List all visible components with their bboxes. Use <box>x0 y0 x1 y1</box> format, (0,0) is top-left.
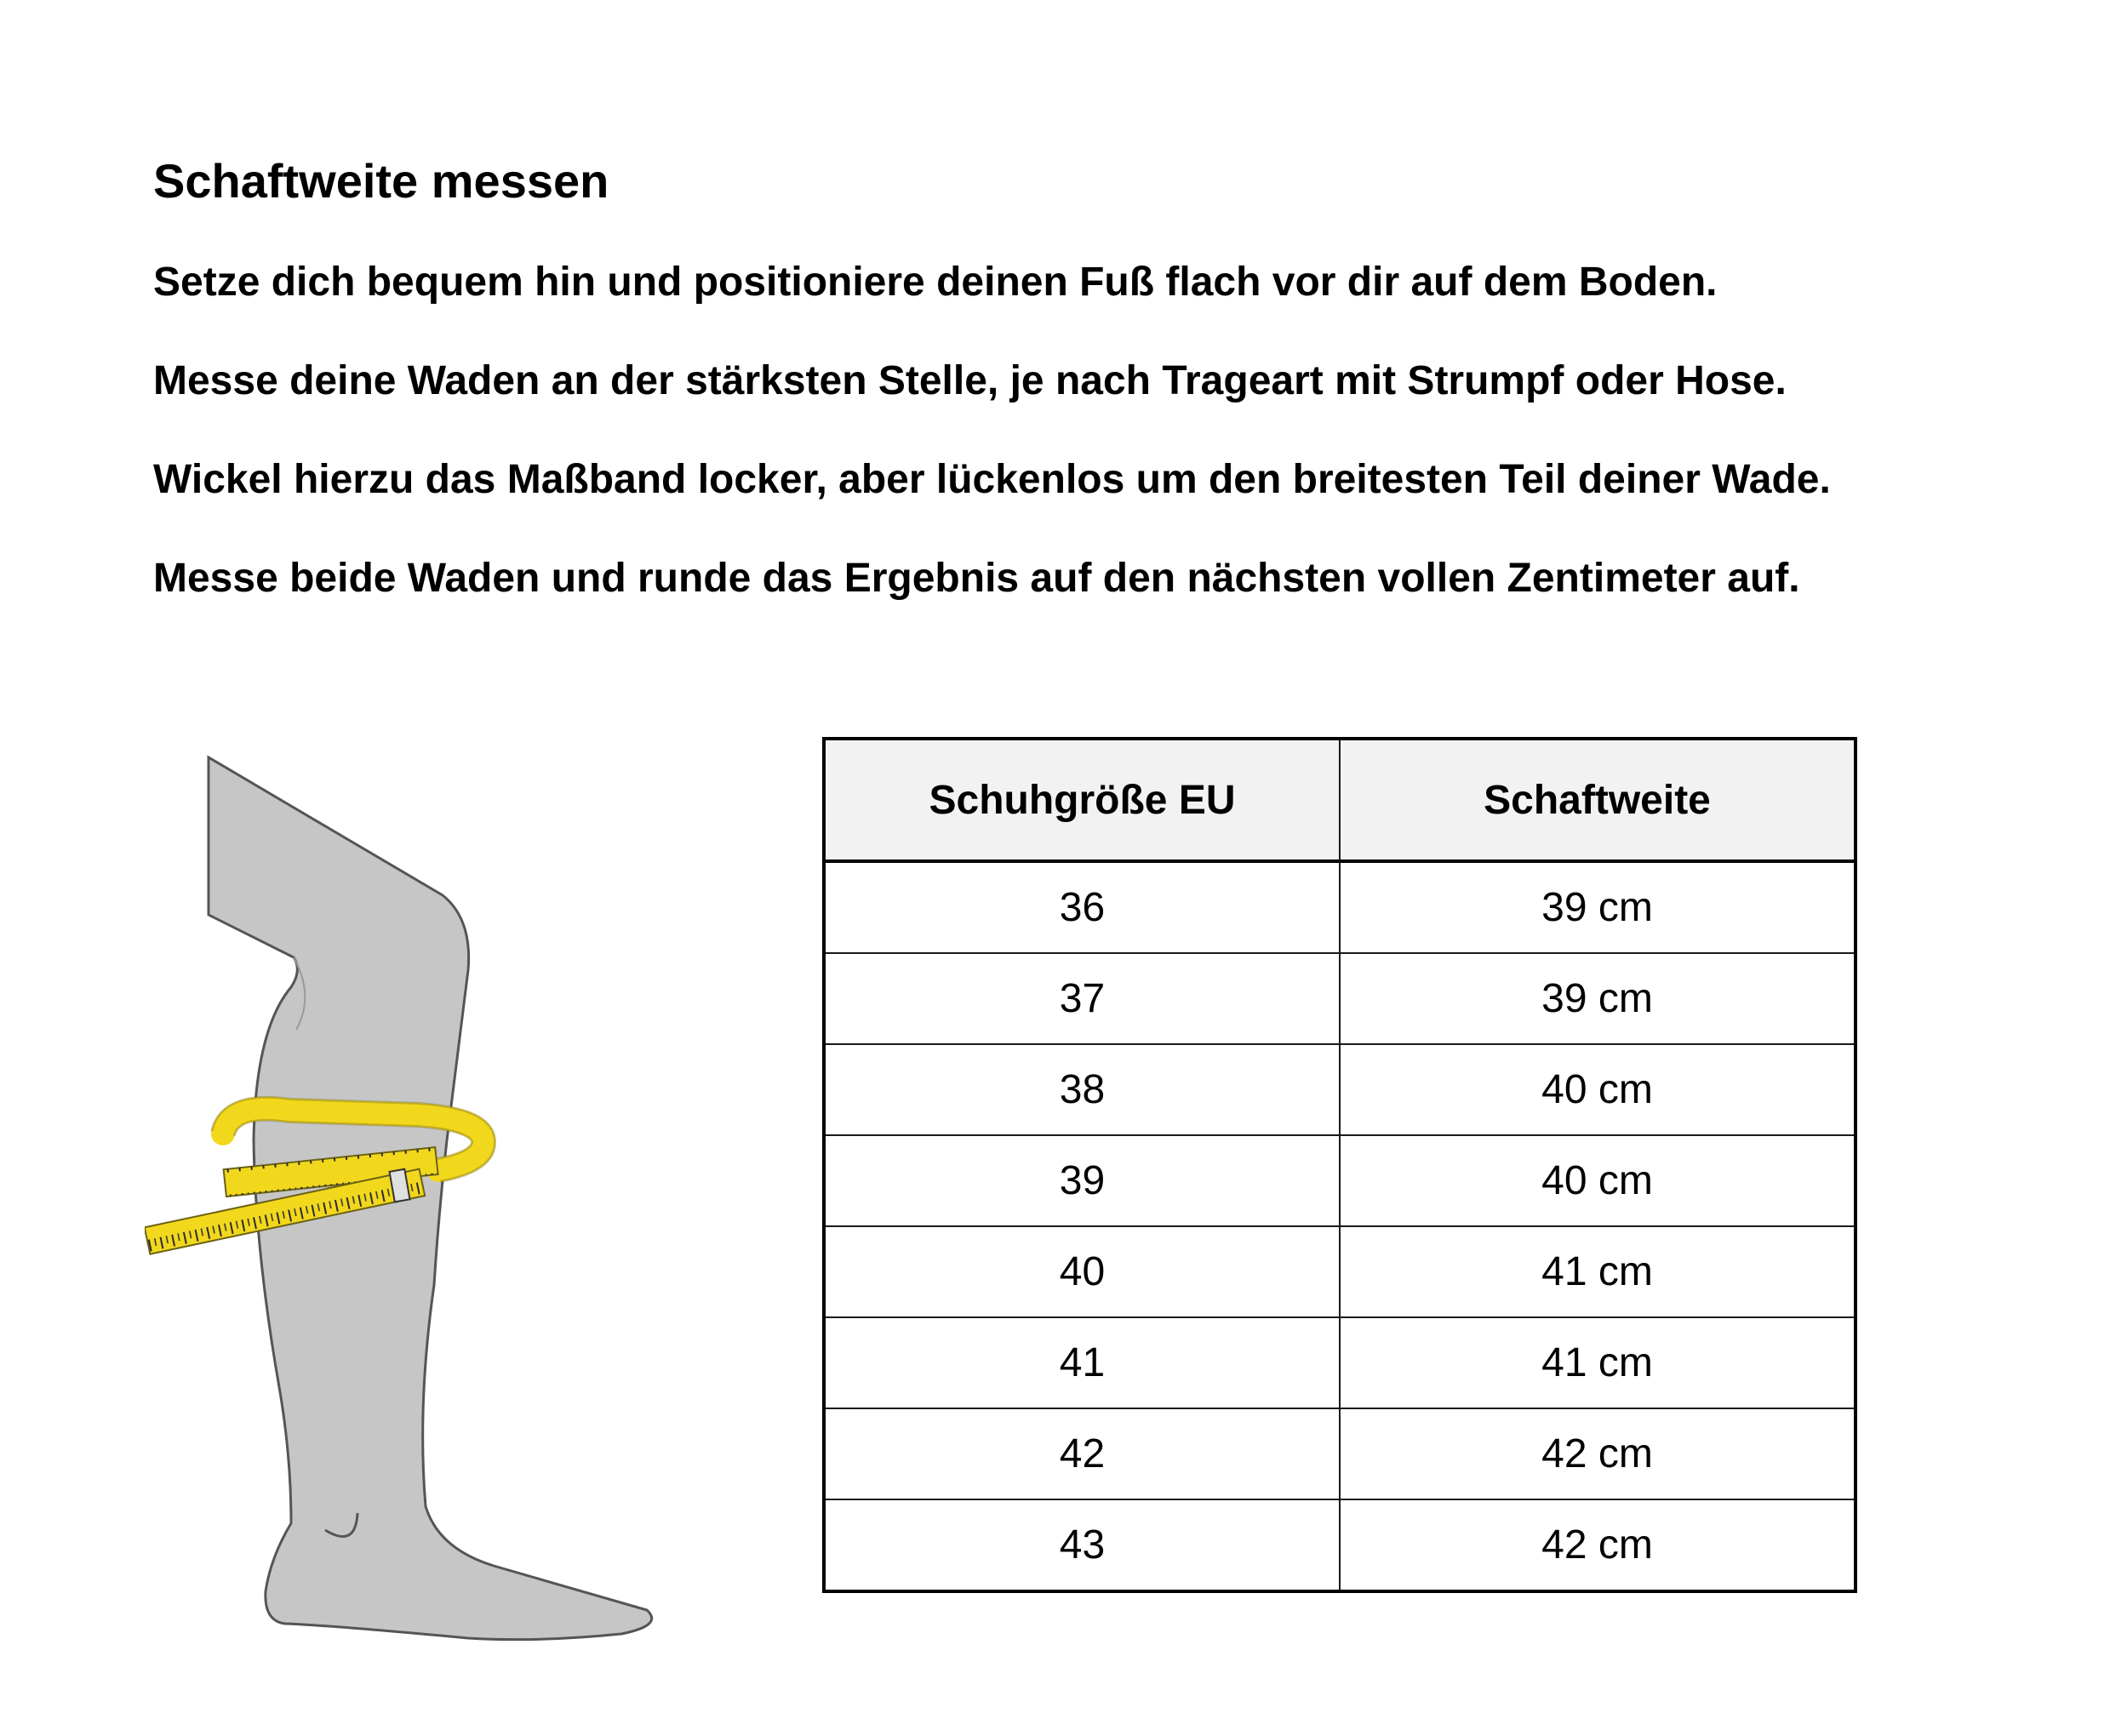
shoe-size-cell: 40 <box>824 1226 1340 1317</box>
table-row <box>824 1408 1856 1499</box>
table-row <box>824 1499 1856 1591</box>
shaft-width-cell: 40 cm <box>1340 1135 1856 1226</box>
leg-shape <box>209 757 652 1640</box>
table-row <box>824 1226 1856 1317</box>
leg-with-measuring-tape-icon <box>145 740 672 1685</box>
shaft-width-cell: 39 cm <box>1340 953 1856 1044</box>
table-row <box>824 1135 1856 1226</box>
shaft-width-cell: 41 cm <box>1340 1317 1856 1408</box>
column-header-shoe-size: Schuhgröße EU <box>824 739 1340 861</box>
shaft-width-cell: 42 cm <box>1340 1499 1856 1591</box>
table-row <box>824 861 1856 953</box>
shoe-size-cell: 36 <box>824 861 1340 953</box>
shoe-size-cell: 37 <box>824 953 1340 1044</box>
page-title: Schaftweite messen <box>153 154 609 208</box>
table-header-row <box>824 739 1856 861</box>
instruction-item: Messe beide Waden und runde das Ergebnis auf den nächsten vollen Zentimeter auf. <box>153 556 1800 601</box>
instruction-list <box>153 253 1831 648</box>
table-row <box>824 1044 1856 1135</box>
shoe-size-cell: 43 <box>824 1499 1340 1591</box>
size-table <box>822 737 1857 1593</box>
shoe-size-cell: 38 <box>824 1044 1340 1135</box>
table-row <box>824 1317 1856 1408</box>
column-header-shaft-width: Schaftweite <box>1340 739 1856 861</box>
instruction-item: Setze dich bequem hin und positioniere deinen Fuß flach vor dir auf dem Boden. <box>153 260 1718 305</box>
instruction-item: Wickel hierzu das Maßband locker, aber lückenlos um den breitesten Teil deiner Wade. <box>153 457 1831 502</box>
shaft-width-cell: 39 cm <box>1340 861 1856 953</box>
shoe-size-cell: 39 <box>824 1135 1340 1226</box>
table-row <box>824 953 1856 1044</box>
shoe-size-cell: 42 <box>824 1408 1340 1499</box>
shaft-width-cell: 40 cm <box>1340 1044 1856 1135</box>
shaft-width-cell: 41 cm <box>1340 1226 1856 1317</box>
shoe-size-cell: 41 <box>824 1317 1340 1408</box>
instruction-item: Messe deine Waden an der stärksten Stelle, je nach Trageart mit Strumpf oder Hose. <box>153 358 1787 403</box>
shaft-width-cell: 42 cm <box>1340 1408 1856 1499</box>
